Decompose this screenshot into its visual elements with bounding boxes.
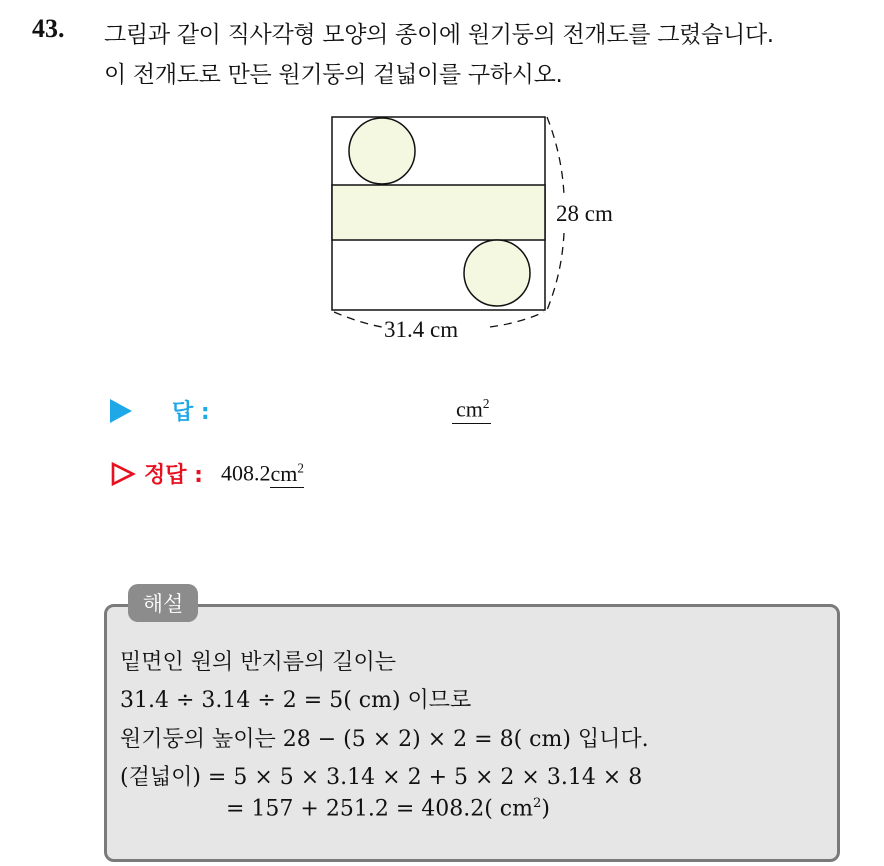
solution-line5-exponent: 2 <box>532 796 542 811</box>
solution-line4: (겉넓이) = 5 × 5 × 3.14 × 2 + 5 × 2 × 3.14 × 8 <box>120 765 643 790</box>
solution-line3: 원기둥의 높이는 28 − (5 × 2) × 2 = 8( cm) 입니다. <box>120 727 649 752</box>
solution-tab: 해설 <box>128 584 198 622</box>
correct-unit-text: cm <box>270 460 298 486</box>
solution-line1: 밑면인 원의 반지름의 길이는 <box>120 650 397 675</box>
height-dimension-arc-upper <box>547 117 564 195</box>
question-text-line1: 그림과 같이 직사각형 모양의 종이에 원기둥의 전개도를 그렸습니다. <box>104 22 774 48</box>
solution-line2: 31.4 ÷ 3.14 ÷ 2 = 5( cm) 이므로 <box>120 688 472 713</box>
cylinder-net-diagram <box>320 105 650 345</box>
correct-answer-value <box>221 460 304 486</box>
correct-answer-label: 정답 : <box>144 463 203 488</box>
height-label: 28 cm <box>556 201 613 226</box>
question-text-line2: 이 전개도로 만든 원기둥의 겉넓이를 구하시오. <box>104 62 563 88</box>
answer-unit: cm <box>456 396 483 422</box>
height-dimension-arc-lower <box>547 233 564 310</box>
side-surface-rectangle <box>332 185 545 240</box>
correct-unit-exponent: 2 <box>297 460 304 476</box>
correct-value-number: 408.2 <box>220 460 271 486</box>
solution-line5-suffix: ) <box>541 796 550 822</box>
answer-blank[interactable] <box>452 396 491 424</box>
correct-value-unit <box>270 461 303 488</box>
solution-line5 <box>226 796 550 821</box>
width-dimension-arc-right <box>490 312 544 327</box>
width-dimension-arc-left <box>334 312 382 327</box>
question-number: 43. <box>32 14 65 43</box>
answer-row <box>110 395 210 426</box>
width-label: 31.4 cm <box>384 317 459 342</box>
play-triangle-icon <box>110 399 132 423</box>
answer-unit-exponent: 2 <box>482 396 490 411</box>
answer-label: 답 : <box>172 400 210 425</box>
correct-answer-row <box>110 458 304 489</box>
bottom-base-circle <box>464 240 530 306</box>
solution-line5-prefix: = 157 + 251.2 = 408.2( cm <box>226 796 533 822</box>
cylinder-net-figure <box>320 105 650 349</box>
top-base-circle <box>349 118 415 184</box>
outline-triangle-icon <box>110 461 136 487</box>
